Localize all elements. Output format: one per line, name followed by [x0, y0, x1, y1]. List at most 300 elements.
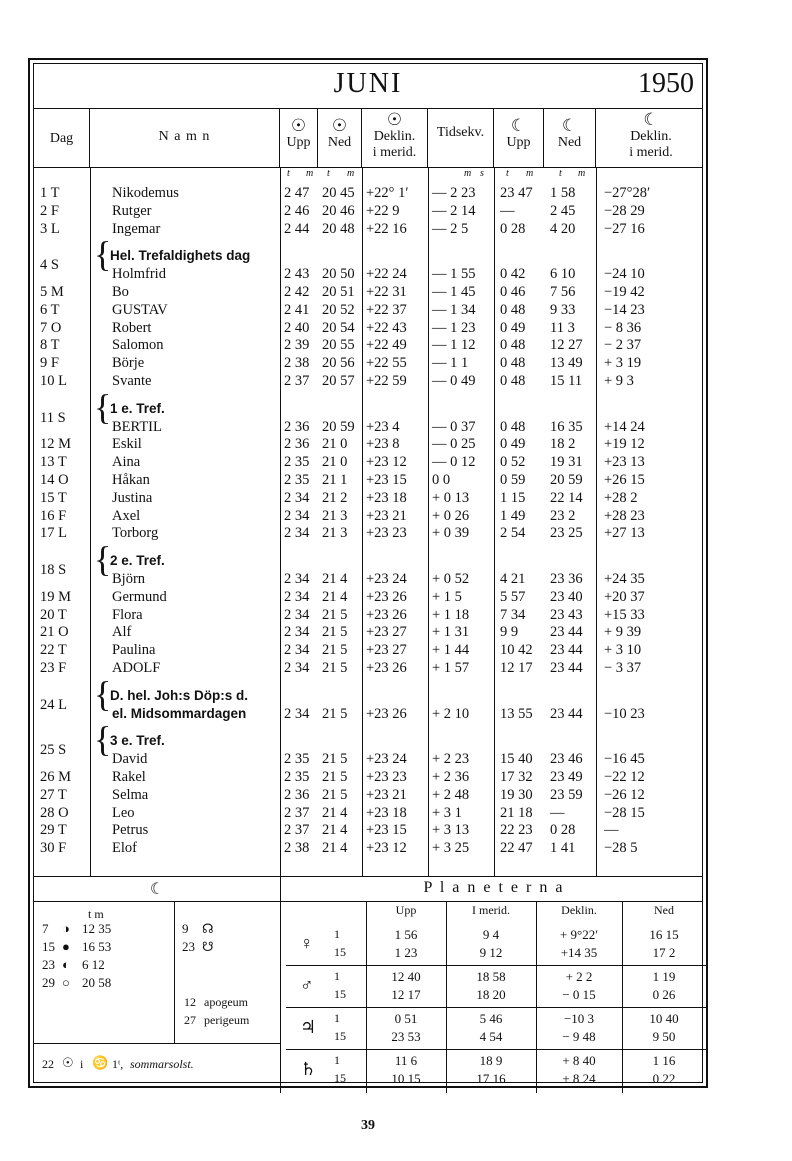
time-equation-cell: — 2 23	[432, 185, 476, 201]
planet-rise: 23 53	[391, 1029, 421, 1044]
day-cell: 17 L	[40, 525, 67, 542]
name-cell: Rutger	[112, 202, 152, 219]
phase-time: 20 58	[82, 975, 112, 990]
planet-meridian: 4 54	[479, 1029, 503, 1044]
planet-declination: + 8 40	[562, 1053, 596, 1068]
sun-set-cell: 21 2	[322, 489, 348, 506]
moon-phase-icon: ◐	[62, 957, 70, 972]
sun-declination-cell: +23 24	[366, 751, 407, 768]
planets-panel-title: P l a n e t e r n a	[423, 879, 565, 896]
holiday-name: Hel. Trefaldighets dag	[110, 248, 251, 264]
time-equation-cell: — 2 14	[432, 202, 476, 219]
moon-rise-cell: 0 48	[500, 418, 526, 435]
time-equation-cell: + 3 25	[432, 840, 470, 857]
time-equation-cell: + 1 31	[432, 624, 470, 641]
planet-row-rule	[286, 1007, 706, 1008]
sun-set-cell: 20 57	[322, 373, 355, 389]
sun-rise-cell: 2 35	[284, 454, 310, 471]
day-row	[34, 539, 702, 588]
moon-phase-icon: ◑	[62, 921, 70, 936]
sun-declination-cell: +23 15	[366, 822, 407, 839]
sun-rise-cell: 2 46	[284, 202, 310, 219]
sun-set-cell: 20 54	[322, 319, 355, 336]
moon-rise-cell: 0 48	[500, 301, 526, 318]
apsis-label: perigeum	[204, 1013, 250, 1027]
sun-declination-cell: +23 18	[366, 804, 407, 821]
day-row	[34, 354, 702, 372]
planet-row-day: 1	[334, 969, 340, 983]
moon-declination-cell: −22 12	[604, 769, 645, 785]
moon-declination-cell: − 8 36	[604, 319, 642, 336]
moon-set-cell: 22 14	[550, 489, 583, 506]
apsis-label: apogeum	[204, 995, 248, 1009]
sun-rise-cell: 2 35	[284, 472, 310, 488]
sun-rise-cell: 2 34	[284, 489, 310, 506]
planet-row-day: 15	[334, 1029, 346, 1043]
brace-mark: {	[94, 673, 112, 714]
header-sun-declination: ☉ Deklin. i merid.	[362, 109, 428, 167]
sun-rise-cell: 2 34	[284, 507, 310, 524]
moon-rise-cell: 0 52	[500, 454, 526, 471]
bottom-panels	[34, 876, 702, 1086]
day-row	[34, 588, 702, 606]
moon-rise-cell: —	[500, 202, 515, 219]
planet-set: 10 40	[649, 1011, 679, 1026]
sun-rise-cell: 2 37	[284, 804, 310, 821]
planet-row-day: 15	[334, 987, 346, 1001]
moon-set-cell: 9 33	[550, 301, 576, 318]
sun-declination-cell: +23 23	[366, 525, 407, 542]
day-row	[34, 839, 702, 857]
sun-declination-cell: +22 37	[366, 301, 407, 318]
day-row	[34, 821, 702, 839]
brace-mark: {	[94, 719, 112, 760]
day-cell: 11 S	[40, 409, 66, 426]
holiday-name: 2 e. Tref.	[110, 553, 165, 569]
time-equation-cell: + 0 52	[432, 571, 470, 587]
sun-set-cell: 21 5	[322, 786, 348, 803]
moon-declination-cell: + 3 19	[604, 355, 642, 372]
moon-rise-cell: 2 54	[500, 525, 526, 542]
moon-rise-cell: 10 42	[500, 642, 533, 659]
day-cell: 29 T	[40, 822, 67, 839]
brace-mark: {	[94, 539, 112, 580]
moon-rise-cell: 1 15	[500, 489, 526, 506]
planet-rise: 1 23	[394, 945, 418, 960]
time-equation-cell: — 1 12	[432, 337, 476, 354]
sun-declination-cell: +23 15	[366, 472, 407, 488]
day-cell: 2 F	[40, 202, 59, 219]
sun-declination-cell: +23 21	[366, 507, 407, 524]
header-dag: Dag	[34, 109, 90, 167]
planet-set: 17 2	[652, 945, 676, 960]
time-equation-cell: + 0 39	[432, 525, 470, 542]
moon-declination-cell: −27 16	[604, 220, 645, 237]
day-row	[34, 283, 702, 301]
moon-declination-cell: + 3 10	[604, 642, 642, 659]
moon-rise-cell: 22 47	[500, 840, 533, 857]
moon-panel-divider	[174, 901, 175, 1043]
sun-declination-cell: +22 31	[366, 284, 407, 300]
planet-symbol-icon: ♄	[300, 1059, 317, 1079]
day-cell: 8 T	[40, 337, 60, 354]
name-cell: David	[112, 751, 148, 768]
sun-set-cell: 20 55	[322, 337, 355, 354]
moon-declination-cell: −28 5	[604, 840, 638, 857]
day-row	[34, 606, 702, 624]
name-cell: BERTIL	[112, 418, 162, 435]
planet-rise: 11 6	[394, 1053, 418, 1068]
day-row	[34, 524, 702, 542]
day-row	[34, 220, 702, 238]
moon-declination-cell: —	[604, 822, 619, 839]
sun-declination-cell: +23 27	[366, 624, 407, 641]
phase-day: 29	[42, 975, 55, 990]
sun-set-cell: 21 3	[322, 507, 348, 524]
name-cell: Ingemar	[112, 220, 161, 237]
name-cell: Salomon	[112, 337, 164, 354]
sun-declination-cell: +22 9	[366, 202, 400, 219]
planet-row-day: 15	[334, 1071, 346, 1085]
sun-set-cell: 21 0	[322, 454, 348, 471]
day-cell: 14 O	[40, 472, 69, 488]
almanac-frame	[28, 58, 708, 1088]
time-equation-cell: + 1 57	[432, 660, 470, 676]
lunar-node-icon: ☊	[202, 921, 214, 936]
moon-rise-cell: 5 57	[500, 588, 526, 605]
name-cell: el. Midsommardagen	[112, 705, 247, 721]
planet-symbol-icon: ♀	[300, 933, 314, 953]
planet-header-merid: I merid.	[472, 903, 510, 917]
planet-meridian: 17 16	[476, 1071, 506, 1086]
moon-rise-cell: 0 49	[500, 436, 526, 453]
moon-set-cell: 23 43	[550, 606, 583, 623]
name-cell: Bo	[112, 284, 129, 300]
moon-panel-bottom-rule	[34, 1043, 280, 1044]
moon-declination-cell: −28 15	[604, 804, 645, 821]
name-cell: Börje	[112, 355, 145, 372]
day-row	[34, 372, 702, 390]
time-equation-cell: + 0 13	[432, 489, 470, 506]
planet-meridian: 9 4	[482, 927, 500, 942]
phase-time: 16 53	[82, 939, 112, 954]
column-headers	[34, 109, 702, 168]
day-row	[34, 804, 702, 822]
name-cell: GUSTAV	[112, 301, 168, 318]
sun-declination-cell: +22 16	[366, 220, 407, 237]
day-cell: 22 T	[40, 642, 67, 659]
sun-declination-cell: +22 55	[366, 355, 407, 372]
day-row	[34, 768, 702, 786]
sun-set-cell: 21 5	[322, 642, 348, 659]
phase-time: 12 35	[82, 921, 112, 936]
sun-set-cell: 21 4	[322, 840, 348, 857]
day-row	[34, 319, 702, 337]
day-row	[34, 184, 702, 202]
sun-rise-cell: 2 34	[284, 624, 310, 641]
solstice-label: sommarsolst.	[130, 1057, 194, 1071]
moon-declination-cell: + 9 3	[604, 373, 634, 389]
node-day: 23	[182, 939, 195, 954]
phase-day: 7	[42, 921, 49, 936]
day-row	[34, 336, 702, 354]
time-equation-cell: + 2 48	[432, 786, 470, 803]
planet-rise: 10 15	[391, 1071, 421, 1086]
sun-set-cell: 21 4	[322, 588, 348, 605]
day-cell: 10 L	[40, 373, 67, 389]
planet-meridian: 18 58	[476, 969, 506, 984]
sun-set-cell: 21 5	[322, 606, 348, 623]
moon-declination-cell: −14 23	[604, 301, 645, 318]
moon-declination-cell: +20 37	[604, 588, 645, 605]
sun-rise-cell: 2 38	[284, 840, 310, 857]
day-cell: 7 O	[40, 319, 62, 336]
planet-set: 1 19	[652, 969, 676, 984]
sun-set-cell: 20 45	[322, 185, 355, 201]
time-equation-cell: + 3 13	[432, 822, 470, 839]
sun-declination-cell: +23 26	[366, 588, 407, 605]
sun-set-cell: 21 5	[322, 705, 348, 722]
moon-set-cell: 20 59	[550, 472, 583, 488]
day-cell: 24 L	[40, 696, 67, 713]
day-row	[34, 489, 702, 507]
time-equation-cell: + 2 36	[432, 769, 470, 785]
moon-set-cell: 23 44	[550, 624, 583, 641]
sun-declination-cell: +23 8	[366, 436, 400, 453]
bottom-divider	[280, 877, 281, 1093]
sun-rise-cell: 2 41	[284, 301, 310, 318]
moon-rise-cell: 22 23	[500, 822, 533, 839]
time-equation-cell: — 1 1	[432, 355, 469, 372]
moon-set-cell: 23 44	[550, 705, 583, 722]
sun-declination-cell: +23 26	[366, 606, 407, 623]
solstice-day: 22	[42, 1057, 54, 1071]
planet-rise: 12 17	[391, 987, 421, 1002]
day-row	[34, 659, 702, 677]
time-equation-cell: 0 0	[432, 472, 451, 488]
moon-declination-cell: −10 23	[604, 705, 645, 722]
planet-declination: + 9°22′	[559, 927, 599, 942]
moon-rise-cell: 0 49	[500, 319, 526, 336]
sun-set-cell: 21 5	[322, 660, 348, 676]
sun-set-cell: 20 46	[322, 202, 355, 219]
moon-declination-cell: +14 24	[604, 418, 645, 435]
node-day: 9	[182, 921, 189, 936]
title-bar	[34, 64, 702, 109]
planet-rise: 12 40	[391, 969, 421, 984]
moon-rise-cell: 19 30	[500, 786, 533, 803]
planet-meridian: 18 9	[479, 1053, 503, 1068]
day-cell: 30 F	[40, 840, 67, 857]
year-title: 1950	[638, 68, 694, 99]
sun-declination-cell: +23 26	[366, 660, 407, 676]
name-cell: Holmfrid	[112, 266, 166, 283]
planet-row-day: 1	[334, 927, 340, 941]
sun-declination-cell: +23 12	[366, 840, 407, 857]
moon-rise-cell: 13 55	[500, 705, 533, 722]
sun-set-cell: 21 5	[322, 751, 348, 768]
sun-set-cell: 20 48	[322, 220, 355, 237]
sun-rise-cell: 2 47	[284, 185, 310, 201]
planet-declination: − 0 15	[562, 987, 596, 1002]
day-cell: 9 F	[40, 355, 59, 372]
planet-set: 0 22	[652, 1071, 676, 1086]
moon-declination-cell: +28 23	[604, 507, 645, 524]
time-equation-cell: + 2 10	[432, 705, 470, 722]
day-cell: 3 L	[40, 220, 60, 237]
day-row	[34, 641, 702, 659]
moon-declination-cell: −19 42	[604, 284, 645, 300]
moon-rise-cell: 15 40	[500, 751, 533, 768]
header-namn: N a m n	[90, 109, 280, 167]
planet-meridian: 5 46	[479, 1011, 503, 1026]
day-row	[34, 453, 702, 471]
moon-set-cell: 23 49	[550, 769, 583, 785]
time-equation-cell: + 3 1	[432, 804, 462, 821]
bottom-title-rule	[34, 901, 702, 902]
time-equation-cell: — 0 49	[432, 373, 476, 389]
day-cell: 18 S	[40, 562, 67, 579]
sun-declination-cell: +23 21	[366, 786, 407, 803]
moon-rise-cell: 0 42	[500, 266, 526, 283]
day-row	[34, 719, 702, 768]
moon-rise-cell: 0 59	[500, 472, 526, 488]
time-equation-cell: + 1 5	[432, 588, 462, 605]
day-cell: 6 T	[40, 301, 60, 318]
planet-set: 9 50	[652, 1029, 676, 1044]
moon-set-cell: 23 59	[550, 786, 583, 803]
moon-set-cell: 23 46	[550, 751, 583, 768]
planet-declination: +14 35	[560, 945, 598, 960]
moon-set-cell: 13 49	[550, 355, 583, 372]
time-equation-cell: — 0 37	[432, 418, 476, 435]
planet-declination: −10 3	[563, 1011, 595, 1026]
sun-declination-cell: +23 18	[366, 489, 407, 506]
brace-mark: {	[94, 386, 112, 427]
planet-row-day: 15	[334, 945, 346, 959]
sun-rise-cell: 2 43	[284, 266, 310, 283]
moon-rise-cell: 0 46	[500, 284, 526, 300]
name-cell: Håkan	[112, 472, 150, 488]
holiday-name: D. hel. Joh:s Döp:s d.	[110, 687, 249, 703]
moon-set-cell: 0 28	[550, 822, 576, 839]
moon-set-cell: 7 56	[550, 284, 576, 300]
moon-declination-cell: − 2 37	[604, 337, 642, 354]
sun-declination-cell: +23 27	[366, 642, 407, 659]
name-cell: Nikodemus	[112, 185, 179, 201]
planet-declination: − 9 48	[562, 1029, 596, 1044]
holiday-name: 1 e. Tref.	[110, 400, 165, 416]
time-equation-cell: — 0 12	[432, 454, 476, 471]
moon-set-cell: 23 40	[550, 588, 583, 605]
sun-rise-cell: 2 36	[284, 436, 310, 453]
time-equation-cell: + 0 26	[432, 507, 470, 524]
name-cell: Justina	[112, 489, 153, 506]
moon-declination-cell: + 9 39	[604, 624, 642, 641]
cancer-sign-icon: ♋	[92, 1055, 109, 1070]
holiday-name: 3 e. Tref.	[110, 733, 165, 749]
name-cell: Flora	[112, 606, 143, 623]
moon-declination-cell: +23 13	[604, 454, 645, 471]
moon-rise-cell: 23 47	[500, 185, 533, 201]
moon-declination-cell: +19 12	[604, 436, 645, 453]
solstice-time: 1ᵗ,	[112, 1057, 124, 1071]
sun-set-cell: 20 52	[322, 301, 355, 318]
sun-rise-cell: 2 34	[284, 588, 310, 605]
sun-rise-cell: 2 36	[284, 418, 310, 435]
sun-declination-cell: +23 23	[366, 769, 407, 785]
name-cell: Paulina	[112, 642, 156, 659]
planet-set: 1 16	[652, 1053, 676, 1068]
day-cell: 16 F	[40, 507, 67, 524]
month-title: JUNI	[333, 68, 403, 99]
name-cell: Rakel	[112, 769, 146, 785]
moon-declination-cell: −16 45	[604, 751, 645, 768]
sun-rise-cell: 2 35	[284, 751, 310, 768]
day-cell: 13 T	[40, 454, 67, 471]
sun-set-cell: 21 5	[322, 769, 348, 785]
moon-declination-cell: −28 29	[604, 202, 645, 219]
sun-rise-cell: 2 37	[284, 373, 310, 389]
sun-rise-cell: 2 37	[284, 822, 310, 839]
header-sun-rise: ☉ Upp	[280, 109, 318, 167]
day-row	[34, 471, 702, 489]
phase-day: 15	[42, 939, 55, 954]
units-row: t m t m m s t m t m	[287, 168, 586, 179]
day-cell: 28 O	[40, 804, 69, 821]
sun-declination-cell: +22 24	[366, 266, 407, 283]
planet-row-day: 1	[334, 1011, 340, 1025]
sun-rise-cell: 2 39	[284, 337, 310, 354]
sun-set-cell: 21 4	[322, 804, 348, 821]
day-cell: 26 M	[40, 769, 72, 785]
name-cell: Robert	[112, 319, 152, 336]
sun-set-cell: 20 50	[322, 266, 355, 283]
planet-row-rule	[286, 1049, 706, 1050]
sun-declination-cell: +22° 1′	[366, 185, 409, 201]
planet-symbol-icon: ♂	[300, 975, 314, 995]
sun-set-cell: 21 3	[322, 525, 348, 542]
moon-panel-title: ☾	[149, 881, 165, 898]
sun-declination-cell: +22 43	[366, 319, 407, 336]
day-cell: 21 O	[40, 624, 69, 641]
moon-set-cell: 23 25	[550, 525, 583, 542]
day-row	[34, 786, 702, 804]
day-cell: 4 S	[40, 257, 59, 274]
moon-rise-cell: 1 49	[500, 507, 526, 524]
name-cell: Selma	[112, 786, 149, 803]
moon-rise-cell: 0 48	[500, 373, 526, 389]
lunar-node-icon: ☋	[202, 939, 214, 954]
header-moon-set: ☾ Ned	[544, 109, 596, 167]
moon-set-cell: 15 11	[550, 373, 583, 389]
moon-set-cell: 4 20	[550, 220, 576, 237]
moon-set-cell: 23 44	[550, 660, 583, 676]
moon-declination-cell: +27 13	[604, 525, 645, 542]
name-cell: Torborg	[112, 525, 159, 542]
sun-rise-cell: 2 34	[284, 571, 310, 587]
sun-rise-cell: 2 35	[284, 769, 310, 785]
day-row	[34, 435, 702, 453]
moon-rise-cell: 0 28	[500, 220, 526, 237]
sun-rise-cell: 2 34	[284, 525, 310, 542]
sun-declination-cell: +23 24	[366, 571, 407, 587]
time-equation-cell: + 1 18	[432, 606, 470, 623]
moon-declination-cell: +28 2	[604, 489, 638, 506]
planet-header-dekl: Deklin.	[561, 903, 597, 917]
header-time-equation: Tidsekv.	[428, 109, 494, 167]
name-cell: Axel	[112, 507, 141, 524]
